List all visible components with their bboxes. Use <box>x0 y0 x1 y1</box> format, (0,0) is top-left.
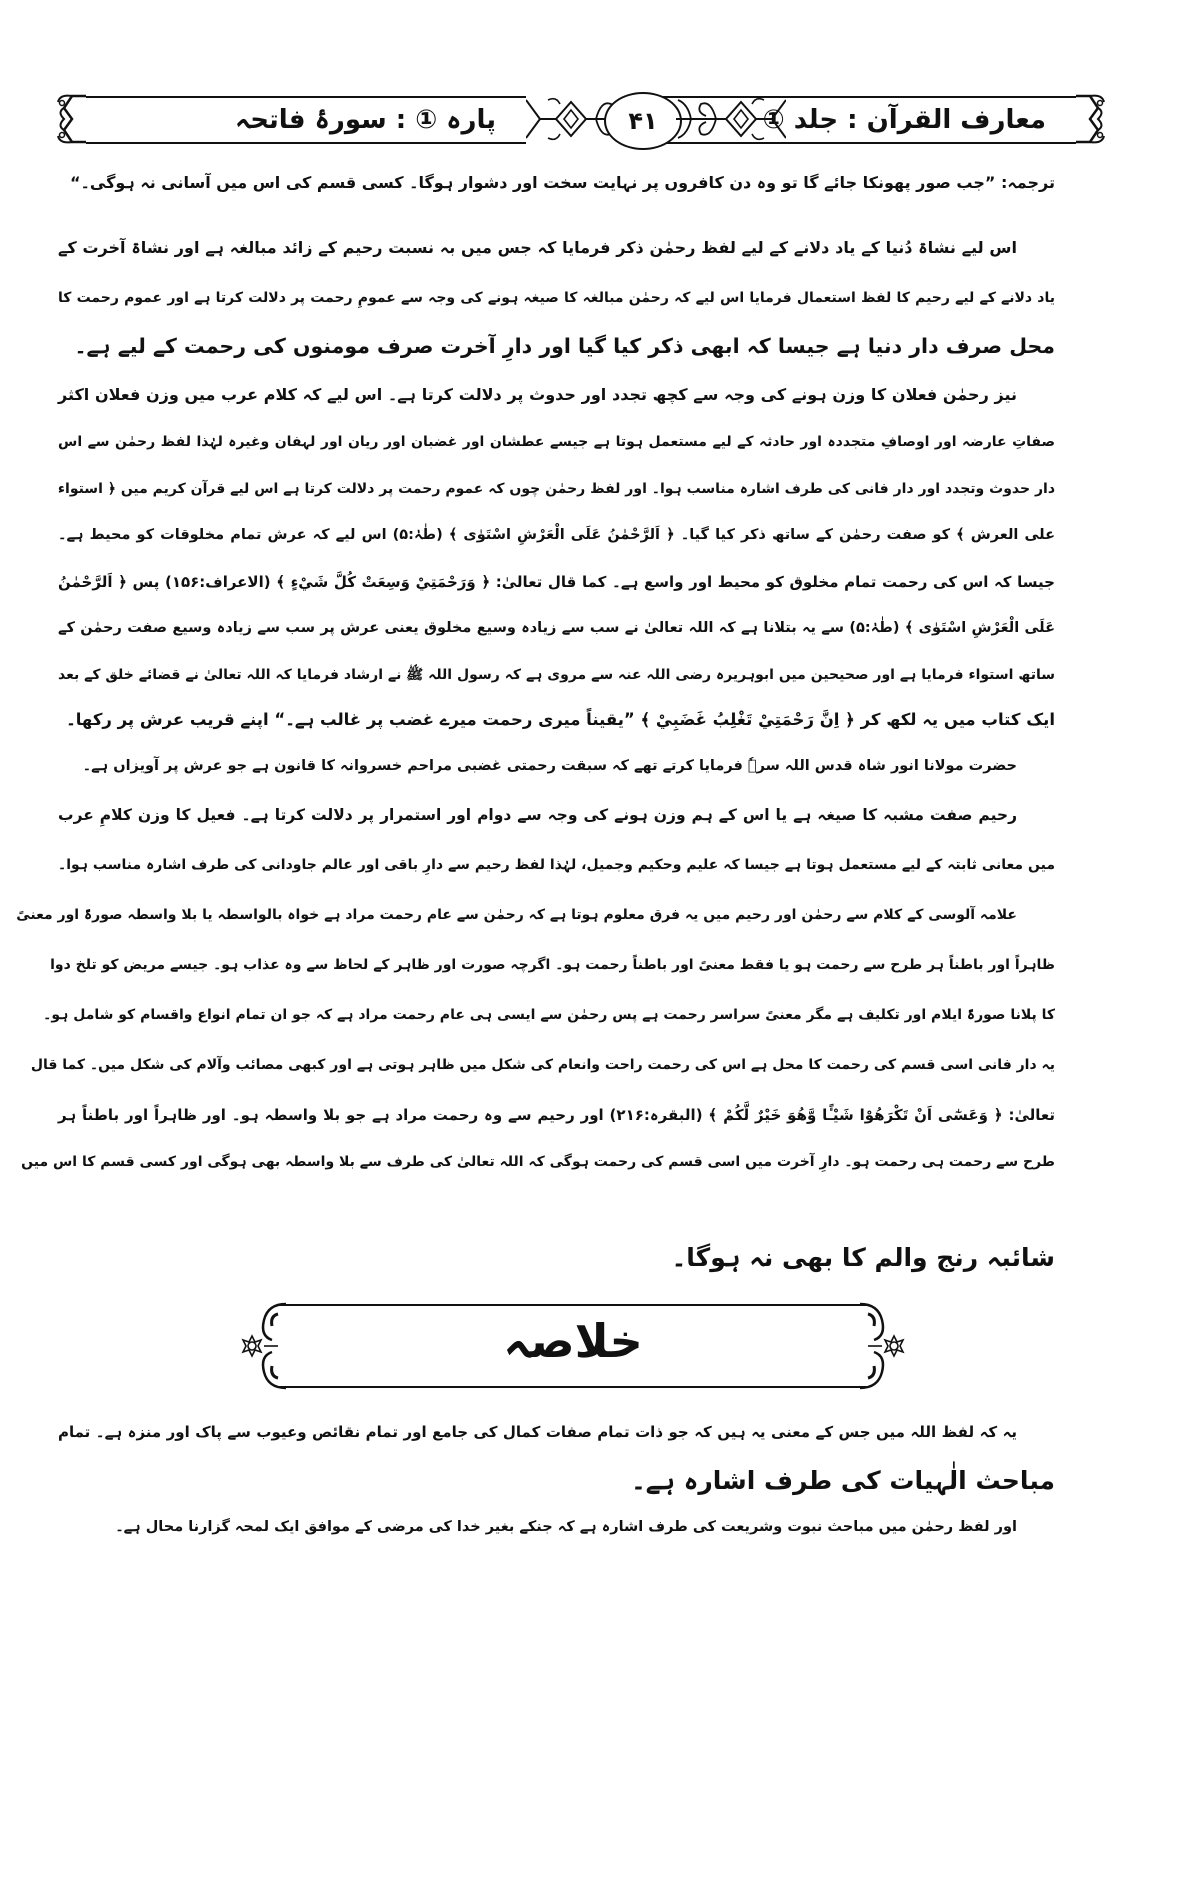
header-left-ornament-icon <box>56 90 90 148</box>
divider <box>278 1304 868 1306</box>
body-line: علامہ آلوسی کے کلام سے رحمٰن اور رحیم میں یہ فرق معلوم ہوتا ہے کہ رحمٰن سے عام رحمت مراد ہے خواہ بالواسطہ یا بلا واسطہ صورۃً اور معنیً <box>16 907 1017 923</box>
page-number: ۴۱ <box>604 92 682 150</box>
summary-heading: خلاصہ <box>503 1314 643 1368</box>
body-line: علی العرش ﴾ کو صفت رحمٰن کے ساتھ ذکر کیا گیا۔ ﴿ اَلرَّحْمٰنُ عَلَى الْعَرْشِ اسْتَوٰى ﴾ (طٰہٰ:۵) اس لیے کہ عرش تمام مخلوقات کو محیط ہے۔ <box>58 527 1055 543</box>
header-section-box <box>86 96 526 144</box>
translation-label: ترجمہ: <box>1001 173 1055 192</box>
header-right-ornament-icon <box>1072 90 1106 148</box>
divider <box>278 1386 868 1388</box>
body-line: رحیم صفت مشبہ کا صیغہ ہے یا اس کے ہم وزن ہونے کی وجہ سے دوام اور استمرار پر دلالت کرتا ہے۔ فعیل کا وزن کلامِ عرب <box>58 806 1018 824</box>
body-line: ایک کتاب میں یہ لکھ کر ﴿ اِنَّ رَحْمَتِيْ تَغْلِبُ غَضَبِيْ ﴾ ”یقیناً میری رحمت میرے غضب پر غالب ہے۔“ اپنے قریب عرش پر رکھا۔ <box>66 710 1055 729</box>
book-title: معارف القرآن : جلد ① <box>762 105 1046 135</box>
section-title: پارہ ① : سورۂ فاتحہ <box>235 105 496 135</box>
body-line: تعالیٰ: ﴿ وَعَسٰٓى اَنْ تَكْرَهُوْا شَيْـًٔا وَّهُوَ خَيْرٌ لَّكُمْ ﴾ (البقرہ:۲۱۶) اور رحیم سے وہ رحمت مراد ہے جو بلا واسطہ ہو۔ اور ظاہراً اور باطناً ہر <box>58 1106 1055 1124</box>
body-line: جیسا کہ اس کی رحمت تمام مخلوق کو محیط اور واسع ہے۔ کما قال تعالیٰ: ﴿ وَرَحْمَتِيْ وَسِعَتْ كُلَّ شَيْءٍ ﴾ (الاعراف:۱۵۶) پس ﴿ اَلرَّحْمٰنُ <box>58 573 1055 591</box>
body-line: نیز رحمٰن فعلان کا وزن ہونے کی وجہ سے کچھ تجدد اور حدوث پر دلالت کرتا ہے۔ اس لیے کہ کلام عرب میں وزن فعلان اکثر <box>58 385 1017 404</box>
header-floral-ornament-icon <box>676 90 786 148</box>
body-line: محل صرف دار دنیا ہے جیسا کہ ابھی ذکر کیا گیا اور دارِ آخرت صرف مومنوں کی رحمت کے لیے ہے۔ <box>74 334 1055 358</box>
summary-line: یہ کہ لفظ اللہ میں جس کے معنی یہ ہیں کہ جو ذات تمام صفات کمال کی جامع اور تمام نقائص وعیوب سے پاک اور منزہ ہے۔ تمام <box>58 1423 1017 1441</box>
body-line: عَلَى الْعَرْشِ اسْتَوٰى ﴾ (طٰہٰ:۵) سے یہ بتلانا ہے کہ اللہ تعالیٰ نے سب سے زیادہ وسیع مخلوق یعنی عرش پر سب سے زیادہ وسیع صفت رحمٰن کے <box>58 620 1056 636</box>
summary-heading-box <box>238 1300 908 1392</box>
body-line: یاد دلانے کے لیے رحیم کا لفظ استعمال فرمایا اس لیے کہ رحمٰن مبالغہ کا صیغہ ہونے کی وجہ سے عمومِ رحمت پر دلالت کرتا ہے اور عموم رحمت کا <box>58 290 1055 306</box>
body-line: ظاہراً اور باطناً ہر طرح سے رحمت ہو یا فقط معنیً اور باطناً رحمت ہو۔ اگرچہ صورت اور ظاہر کے لحاظ سے وہ عذاب ہو۔ جیسے مریض کو تلخ دوا <box>50 957 1055 973</box>
translation-text: ”جب صور پھونکا جائے گا تو وہ دن کافروں پر نہایت سخت اور دشوار ہوگا۔ کسی قسم کی اس میں آسانی نہ ہوگی۔“ <box>69 173 996 192</box>
summary-line: مباحث الٰہیات کی طرف اشارہ ہے۔ <box>631 1466 1055 1495</box>
body-line: حضرت مولانا انور شاہ قدس اللہ سرہٗ فرمایا کرتے تھے کہ سبقت رحمتی غضبی مراحم خسروانہ کا قانون ہے جو عرش پر آویزاں ہے۔ <box>82 758 1017 774</box>
body-line: طرح سے رحمت ہی رحمت ہو۔ دارِ آخرت میں اسی قسم کی رحمت ہوگی کہ اللہ تعالیٰ کی طرف سے بلا واسطہ بھی ہوگی اور کسی قسم کا اس میں <box>21 1154 1055 1170</box>
running-header <box>56 90 1106 148</box>
translation-line <box>58 163 1055 203</box>
body-line: صفاتِ عارضہ اور اوصافِ متجددہ اور حادثہ کے لیے مستعمل ہوتا ہے جیسے عطشان اور غضبان اور ریان اور لہفان وغیرہ لہٰذا لفظ رحمٰن سے اس <box>58 434 1055 450</box>
body-line: ساتھ استواء فرمایا ہے اور صحیحین میں ابوہریرہ رضی اللہ عنہ سے مروی ہے کہ رسول اللہ ﷺ نے ارشاد فرمایا کہ اللہ تعالیٰ نے قضائے خلق کے بعد <box>58 667 1055 683</box>
body-line: اس لیے نشاۃ دُنیا کے یاد دلانے کے لیے لفظ رحمٰن ذکر فرمایا کہ جس میں بہ نسبت رحیم کے زائد مبالغہ ہے اور نشاۃ آخرت کے <box>58 238 1017 257</box>
body-line: میں معانی ثابتہ کے لیے مستعمل ہوتا ہے جیسا کہ علیم وحکیم وجمیل، لہٰذا لفظ رحیم سے دارِ باقی اور عالم جاودانی کی طرف اشارہ مناسب ہوا۔ <box>58 857 1055 873</box>
body-line: کا پلانا صورۃً ایلام اور تکلیف ہے مگر معنیً سراسر رحمت ہے پس رحمٰن سے ایسی ہی عام رحمت مراد ہے کہ جو ان تمام انواع واقسام کو شامل ہو۔ <box>43 1007 1055 1023</box>
summary-line: اور لفظ رحمٰن میں مباحث نبوت وشریعت کی طرف اشارہ ہے کہ جنکے بغیر خدا کی مرضی کے موافق ایک لمحہ گزارنا محال ہے۔ <box>115 1519 1017 1535</box>
body-line: دار حدوث وتجدد اور دار فانی کی طرف اشارہ مناسب ہوا۔ اور لفظ رحمٰن چوں کہ عموم رحمت پر دلالت کرتا ہے اس لیے قرآن کریم میں ﴿ استواء <box>57 481 1055 497</box>
body-line: شائبہ رنج والم کا بھی نہ ہوگا۔ <box>671 1243 1055 1272</box>
body-line: یہ دار فانی اسی قسم کی رحمت کا محل ہے اس کی رحمت راحت وانعام کی شکل میں ظاہر ہوتی ہے اور کبھی مصائب وآلام کی شکل میں۔ کما قال <box>30 1057 1055 1073</box>
